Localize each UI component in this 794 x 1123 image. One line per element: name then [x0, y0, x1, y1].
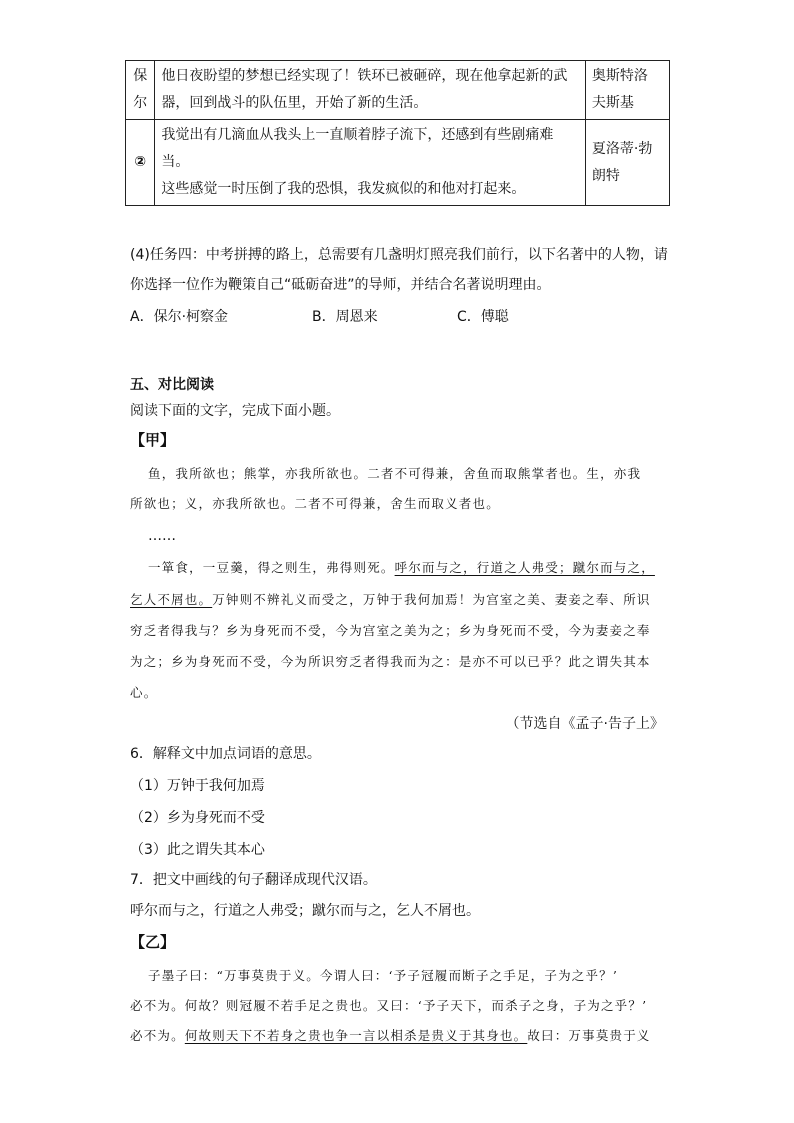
question-6: 6．解释文中加点词语的意思。	[130, 746, 321, 762]
ellipsis: ……	[148, 528, 176, 544]
author-name: 夏洛蒂·勃	[591, 140, 653, 157]
question-6-item: （1）万钟于我何加焉	[130, 778, 265, 794]
excerpt-line: 我觉出有几滴血从我头上一直顺着脖子流下，还感到有些剧痛难当。	[161, 127, 554, 170]
passage-line: 为之；乡为身死而不受，今为所识穷乏者得我而为之：是亦不可以已乎？此之谓失其本	[130, 654, 651, 669]
passage-text: 必不为。	[130, 1028, 185, 1043]
table-row	[126, 61, 670, 120]
option-c: C．傅聪	[457, 309, 509, 325]
excerpt-line: 器，回到战斗的队伍里，开始了新的生活。	[161, 95, 428, 111]
option-a: A．保尔·柯察金	[130, 309, 229, 325]
task4-line: (4)任务四：中考拼搏的路上，总需要有几盏明灯照亮我们前行，以下名著中的人物，请	[130, 247, 668, 263]
option-b: B．周恩来	[312, 309, 378, 325]
passage-yi-label: 【乙】	[130, 933, 176, 951]
task4-line: 你选择一位作为鞭策自己“砥砺奋进”的导师，并结合名著说明理由。	[130, 277, 551, 293]
character-name: 尔	[133, 95, 148, 111]
excerpt-line: 这些感觉一时压倒了我的恐惧，我发疯似的和他对打起来。	[161, 181, 526, 197]
author-cell	[585, 61, 669, 120]
question-6-item: （2）乡为身死而不受	[130, 810, 265, 826]
passage-line	[130, 590, 651, 610]
excerpt-line: 他日夜盼望的梦想已经实现了！铁环已被砸碎，现在他拿起新的武	[161, 68, 568, 84]
passage-jia-label: 【甲】	[130, 431, 176, 449]
underlined-sentence: 呼尔而与之，行道之人弗受；蹴尔而与之，	[394, 560, 655, 575]
author-name: 夫斯基	[591, 95, 634, 111]
author-name: 奥斯特洛	[591, 68, 648, 84]
passage-text: 故曰：万事莫贵于义	[527, 1028, 651, 1043]
passage-line	[148, 558, 655, 578]
passage-line: 子墨子曰：“万事莫贵于义。今谓人曰：‘予子冠履而断子之手足，子为之乎？’	[148, 968, 619, 983]
section-instruction: 阅读下面的文字，完成下面小题。	[130, 403, 340, 419]
passage-line	[130, 1026, 651, 1046]
author-name: 朗特	[591, 167, 620, 184]
passage-line: 鱼，我所欲也；熊掌，亦我所欲也。二者不可得兼，舍鱼而取熊掌者也。生，亦我	[148, 466, 642, 481]
underlined-sentence: 何故则天下不若身之贵也争一言以相杀是贵义于其身也。	[184, 1028, 528, 1043]
character-name: 保	[133, 68, 148, 84]
question-7: 7．把文中画线的句子翻译成现代汉语。	[130, 872, 377, 888]
excerpt-cell	[155, 120, 586, 206]
section-title: 五、对比阅读	[130, 377, 214, 393]
passage-line: 心。	[130, 685, 158, 700]
passage-text: 万钟则不辨礼义而受之，万钟于我何加焉！为宫室之美、妻妾之奉、所识	[212, 592, 651, 607]
passage-source: （节选自《孟子·告子上》	[505, 716, 664, 732]
passage-text: 一箪食，一豆羹，得之则生，弗得则死。	[148, 560, 395, 575]
excerpt-cell	[155, 61, 586, 120]
character-name-cell: ②	[126, 120, 155, 206]
underlined-sentence: 乞人不屑也。	[130, 592, 213, 607]
table-row	[126, 120, 670, 206]
passage-line: 所欲也；义，亦我所欲也。二者不可得兼，舍生而取义者也。	[130, 496, 500, 511]
character-name-cell	[126, 61, 155, 120]
passage-line: 穷乏者得我与？乡为身死而不受，今为宫室之美为之；乡为身死而不受，今为妻妾之奉	[130, 623, 651, 638]
question-6-item: （3）此之谓失其本心	[130, 842, 265, 858]
passage-line: 必不为。何故？则冠履不若手足之贵也。又曰：‘予子天下，而杀子之身，子为之乎？’	[130, 998, 648, 1013]
author-cell	[585, 120, 669, 206]
characters-table	[125, 60, 670, 206]
question-7-sentence: 呼尔而与之，行道之人弗受；蹴尔而与之，乞人不屑也。	[130, 903, 480, 919]
